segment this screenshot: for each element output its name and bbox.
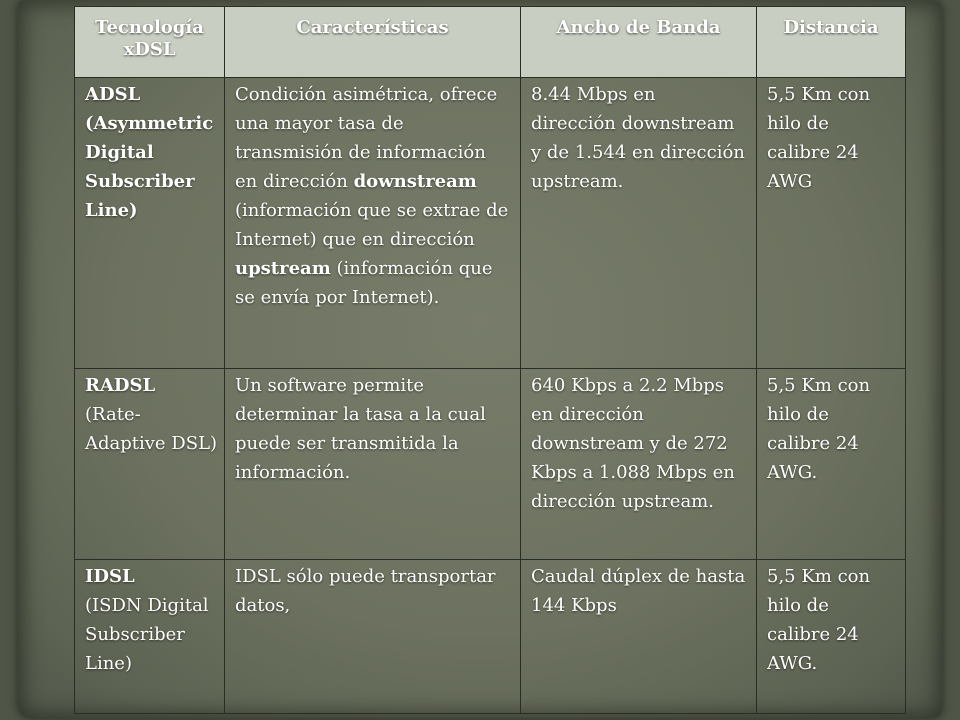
tech-name: IDSL: [85, 565, 135, 587]
header-distance: Distancia: [757, 7, 906, 78]
table-header-row: [75, 7, 906, 78]
bandwidth-cell: 8.44 Mbps en dirección downstream y de 1.544 en dirección upstream.: [521, 78, 757, 369]
bandwidth-cell: Caudal dúplex de hasta 144 Kbps: [521, 559, 757, 713]
bandwidth-cell: 640 Kbps a 2.2 Mbps en dirección downstream y de 272 Kbps a 1.088 Mbps en dirección upstream.: [521, 368, 757, 559]
features-text: Condición asimétrica, ofrece una mayor tasa de transmisión de información en dirección: [235, 84, 498, 192]
tech-name: ADSL: [85, 84, 141, 105]
table-row: [75, 368, 906, 559]
features-cell: IDSL sólo puede transportar datos,: [225, 559, 521, 713]
distance-cell: 5,5 Km con hilo de calibre 24 AWG.: [757, 559, 906, 713]
tech-cell: [75, 78, 225, 369]
features-cell: Un software permite determinar la tasa a la cual puede ser transmitida la información.: [225, 368, 521, 559]
distance-cell: 5,5 Km con hilo de calibre 24 AWG.: [757, 368, 906, 559]
tech-cell: [75, 368, 225, 559]
header-features: Características: [225, 7, 521, 78]
table-row: [75, 78, 906, 369]
header-bandwidth: Ancho de Banda: [521, 7, 757, 78]
distance-cell: 5,5 Km con hilo de calibre 24 AWG: [757, 78, 906, 369]
tech-cell: [75, 559, 225, 713]
features-text: (información que se envía por Internet).: [235, 258, 493, 308]
tech-description: (Rate-Adaptive DSL): [85, 403, 218, 454]
table-row: [75, 559, 906, 713]
slide-background: [18, 0, 942, 718]
features-text: (información que se extrae de Internet) que en dirección: [235, 200, 509, 250]
features-cell: [225, 78, 521, 369]
tech-name: RADSL: [85, 374, 156, 396]
tech-description: (Asymmetric Digital Subscriber Line): [85, 113, 214, 221]
features-bold-term: downstream: [353, 171, 477, 192]
tech-description: (ISDN Digital Subscriber Line): [85, 594, 209, 674]
features-bold-term: upstream: [235, 258, 331, 279]
header-technology: Tecnología xDSL: [75, 7, 225, 78]
xdsl-comparison-table: [74, 6, 906, 714]
